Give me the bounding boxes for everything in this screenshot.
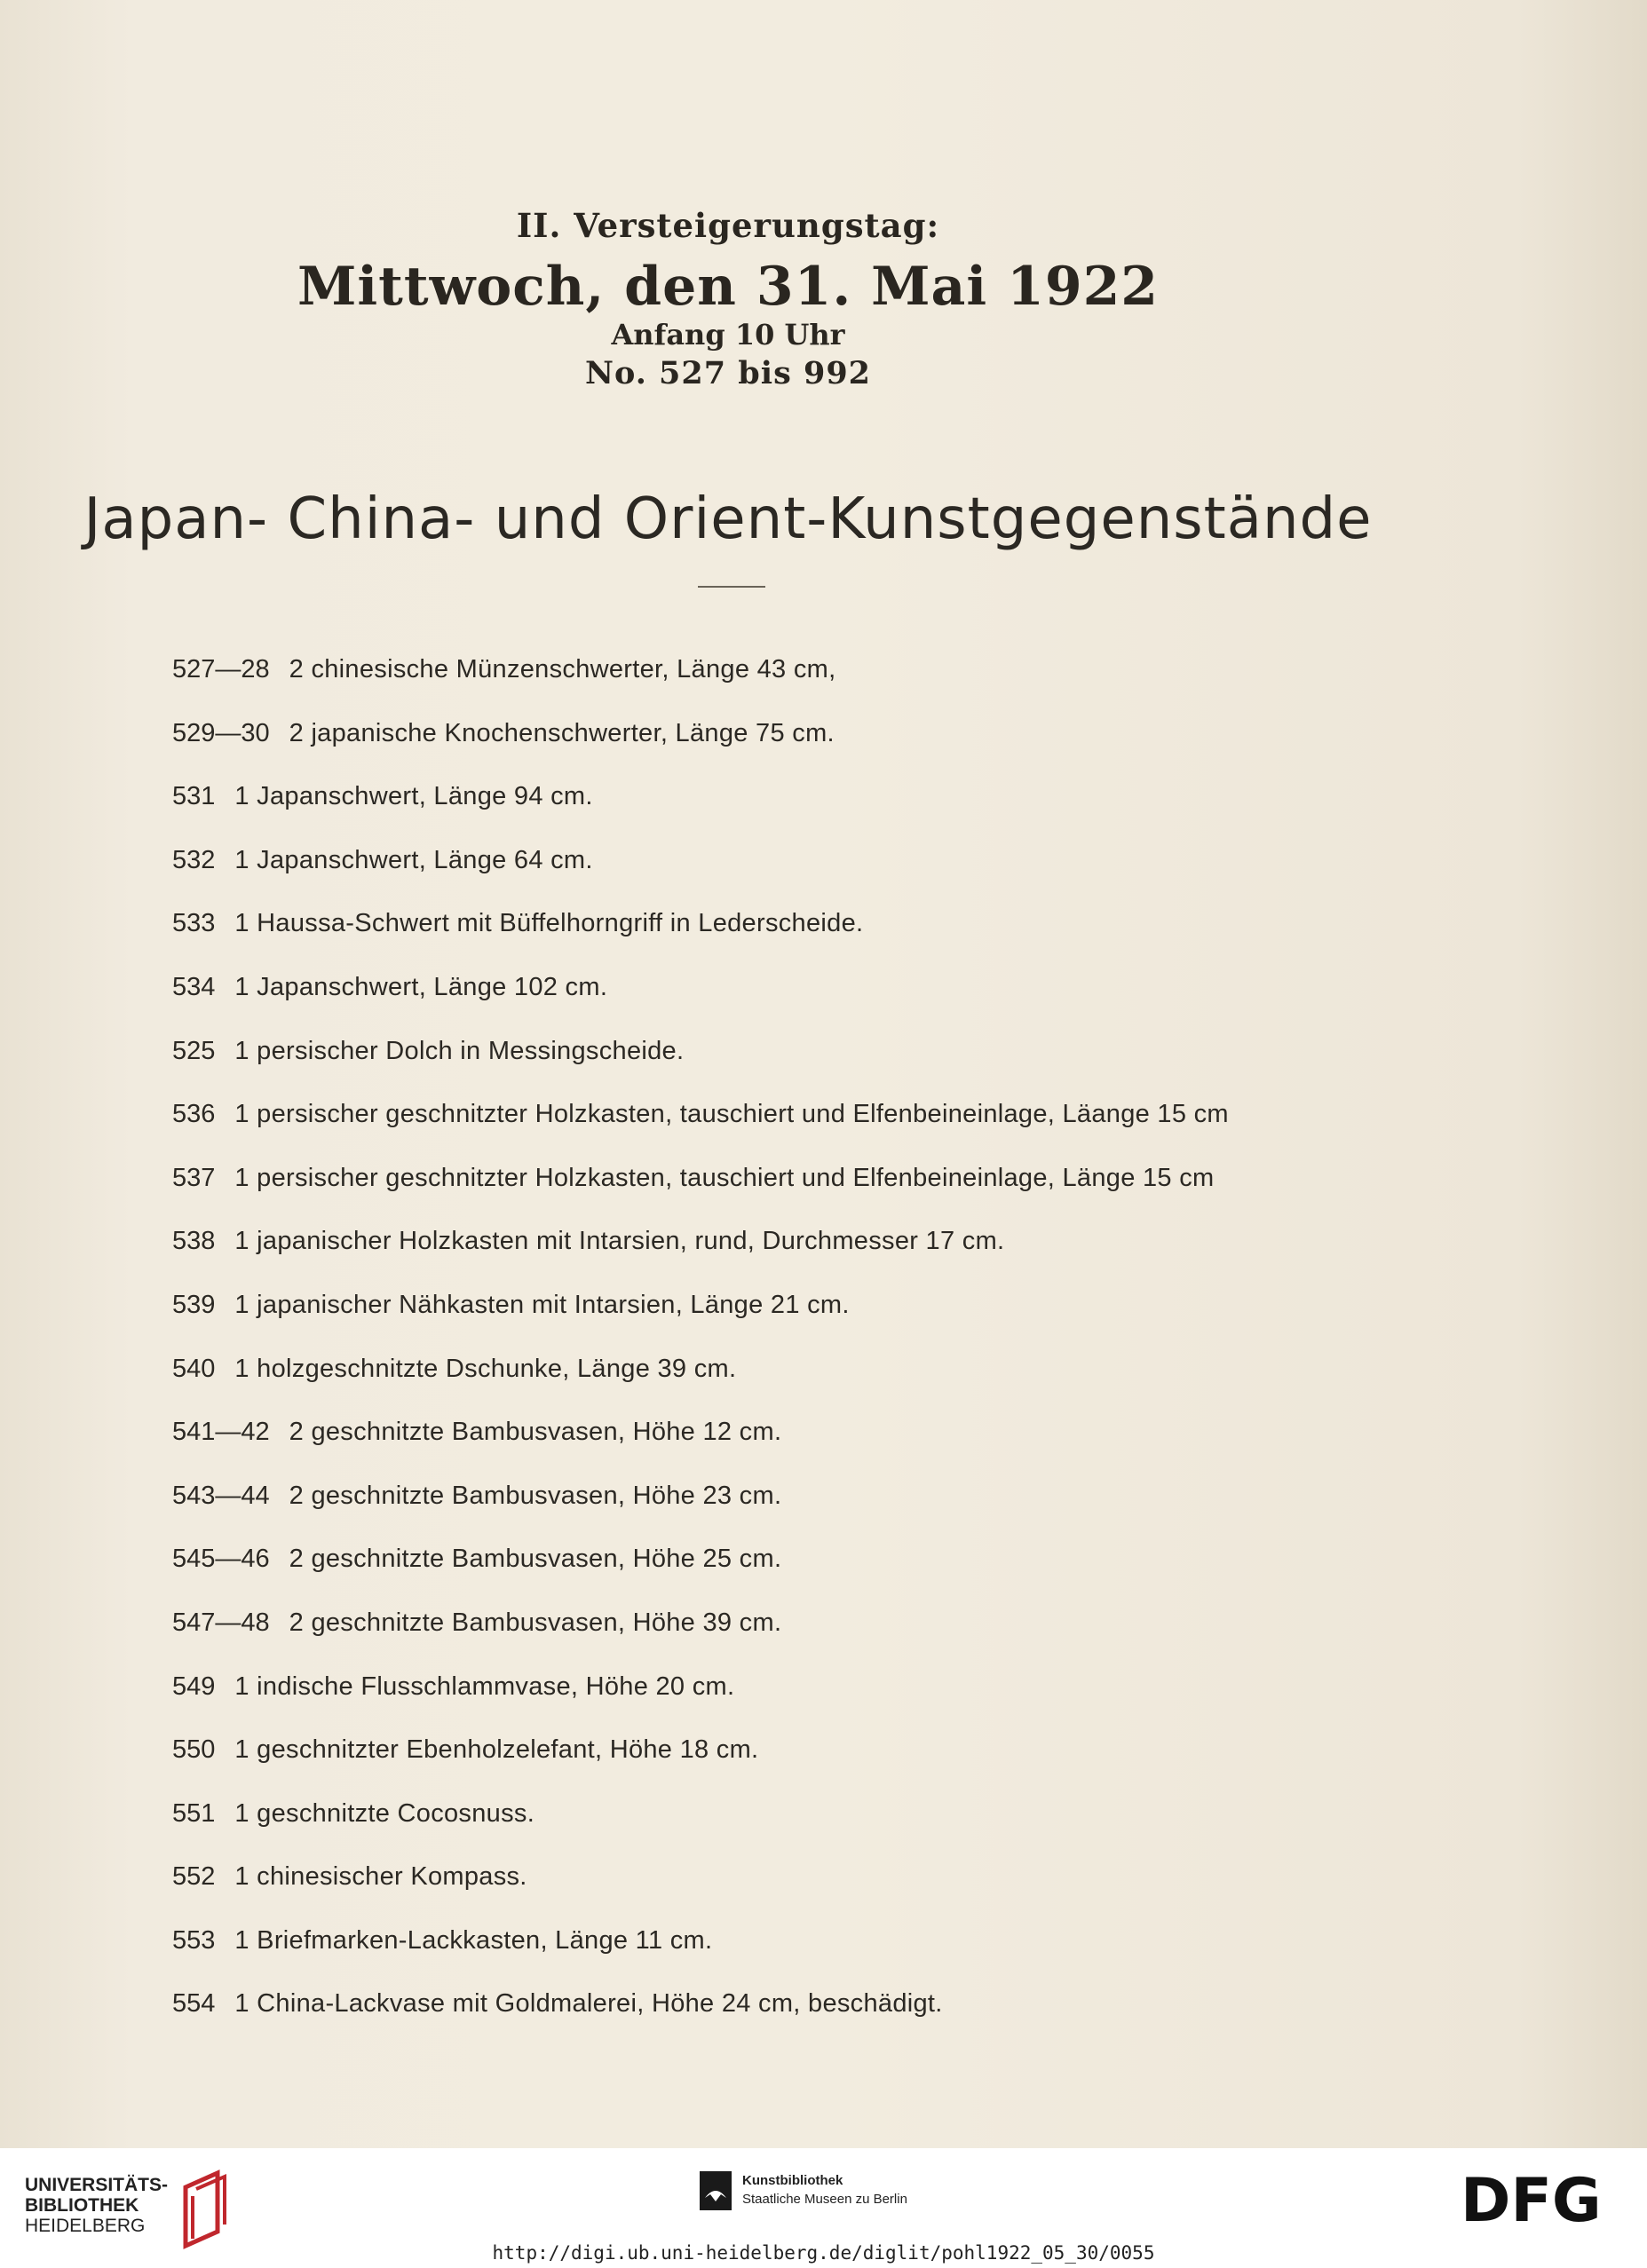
lot-item	[172, 1100, 1326, 1164]
lot-item	[172, 973, 1326, 1037]
lot-item	[172, 846, 1326, 910]
lot-number: 537	[172, 1163, 216, 1192]
lot-number: 531	[172, 782, 216, 811]
lot-description: 2 geschnitzte Bambusvasen, Höhe 39 cm.	[289, 1608, 782, 1637]
lot-item	[172, 719, 1326, 783]
ub-line-1: UNIVERSITÄTS-	[25, 2175, 169, 2195]
lot-number: 550	[172, 1735, 216, 1765]
auction-date-heading: Mittwoch, den 31. Mai 1922	[297, 256, 1160, 318]
lot-number: 541—42	[172, 1418, 270, 1447]
lot-number: 545—46	[172, 1545, 270, 1574]
lot-item	[172, 1164, 1326, 1228]
lot-description: 1 persischer Dolch in Messingscheide.	[234, 1036, 685, 1065]
kb-line-1: Kunstbibliothek	[742, 2173, 843, 2188]
ub-heidelberg-logo[interactable]	[25, 2175, 232, 2249]
ub-logo-text	[25, 2175, 168, 2236]
lot-item	[172, 1545, 1326, 1608]
footer-bar	[0, 2148, 1647, 2268]
lot-description: 1 Japanschwert, Länge 64 cm.	[234, 845, 593, 874]
kunstbibliothek-text	[742, 2171, 907, 2209]
lot-number: 553	[172, 1925, 216, 1955]
lot-list	[172, 655, 1326, 2053]
lot-item	[172, 1735, 1326, 1799]
ub-book-icon	[178, 2169, 232, 2249]
lot-number: 534	[172, 972, 216, 1001]
lot-description: 2 chinesische Münzenschwerter, Länge 43 cm,	[289, 655, 836, 684]
lot-item	[172, 1672, 1326, 1736]
lot-number: 532	[172, 845, 216, 874]
start-time: Anfang 10 Uhr	[611, 318, 845, 352]
ub-line-3: HEIDELBERG	[25, 2216, 146, 2236]
lot-number: 538	[172, 1227, 216, 1256]
kunstbibliothek-logo[interactable]	[700, 2171, 907, 2210]
lot-description: 1 China-Lackvase mit Goldmalerei, Höhe 24 cm, beschädigt.	[234, 1989, 943, 2019]
lot-number: 533	[172, 909, 216, 938]
lot-description: 2 japanische Knochenschwerter, Länge 75 cm.	[289, 718, 835, 747]
divider	[698, 586, 765, 588]
lot-item	[172, 655, 1326, 719]
lot-number: 536	[172, 1100, 216, 1129]
lot-number: 539	[172, 1290, 216, 1319]
lot-description: 1 japanischer Holzkasten mit Intarsien, rund, Durchmesser 17 cm.	[234, 1227, 1005, 1256]
permalink-url[interactable]: http://digi.ub.uni-heidelberg.de/diglit/pohl1922_05_30/0055	[492, 2242, 1155, 2264]
lot-description: 2 geschnitzte Bambusvasen, Höhe 12 cm.	[289, 1418, 782, 1447]
lot-item	[172, 1482, 1326, 1545]
lot-description: 1 indische Flusschlammvase, Höhe 20 cm.	[234, 1671, 735, 1701]
lot-item	[172, 1418, 1326, 1482]
ub-line-2: BIBLIOTHEK	[25, 2195, 139, 2216]
lot-item	[172, 1799, 1326, 1863]
lot-number: 554	[172, 1989, 216, 2019]
lot-item	[172, 909, 1326, 973]
lot-item	[172, 1355, 1326, 1418]
dfg-logo-text: DFG	[1461, 2168, 1602, 2230]
lot-item	[172, 1291, 1326, 1355]
lot-description: 1 chinesischer Kompass.	[234, 1862, 527, 1892]
lot-description: 1 Japanschwert, Länge 94 cm.	[234, 782, 593, 811]
lot-description: 1 holzgeschnitzte Dschunke, Länge 39 cm.	[234, 1354, 737, 1383]
lot-item	[172, 782, 1326, 846]
lot-description: 1 Haussa-Schwert mit Büffelhorngriff in Lederscheide.	[234, 909, 864, 938]
lot-number: 551	[172, 1798, 216, 1828]
lot-item	[172, 1862, 1326, 1926]
section-title: Japan- China- und Orient-Kunstgegenstände	[83, 486, 1373, 552]
lot-number: 543—44	[172, 1481, 270, 1510]
lot-number: 547—48	[172, 1608, 270, 1637]
lot-item	[172, 1926, 1326, 1990]
lot-description: 1 geschnitzte Cocosnuss.	[234, 1798, 535, 1828]
lot-description: 1 geschnitzter Ebenholzelefant, Höhe 18 cm.	[234, 1735, 759, 1765]
lot-item	[172, 1037, 1326, 1101]
lot-item	[172, 1608, 1326, 1672]
lot-description: 2 geschnitzte Bambusvasen, Höhe 25 cm.	[289, 1545, 782, 1574]
dfg-logo[interactable]	[1461, 2168, 1620, 2233]
lot-item	[172, 1227, 1326, 1291]
lot-number: 549	[172, 1671, 216, 1701]
dfg-logo-mark	[1461, 2168, 1620, 2230]
lot-number: 552	[172, 1862, 216, 1892]
lot-description: 1 persischer geschnitzter Holzkasten, tauschiert und Elfenbeineinlage, Länge 15 cm	[234, 1163, 1215, 1192]
lot-description: 1 persischer geschnitzter Holzkasten, tauschiert und Elfenbeineinlage, Läange 15 cm	[234, 1100, 1229, 1129]
lot-item	[172, 1989, 1326, 2053]
lot-number: 540	[172, 1354, 216, 1383]
lot-description: 2 geschnitzte Bambusvasen, Höhe 23 cm.	[289, 1481, 782, 1510]
lot-number: 529—30	[172, 718, 270, 747]
lot-description: 1 Japanschwert, Länge 102 cm.	[234, 972, 608, 1001]
lot-description: 1 japanischer Nähkasten mit Intarsien, Länge 21 cm.	[234, 1290, 850, 1319]
lot-number: 525	[172, 1036, 216, 1065]
lot-number: 527—28	[172, 655, 270, 684]
eagle-icon	[700, 2171, 732, 2210]
auction-day-heading: II. Versteigerungstag:	[516, 206, 940, 245]
lot-range: No. 527 bis 992	[584, 355, 872, 391]
kb-line-2: Staatliche Museen zu Berlin	[742, 2192, 907, 2207]
lot-description: 1 Briefmarken-Lackkasten, Länge 11 cm.	[234, 1925, 713, 1955]
